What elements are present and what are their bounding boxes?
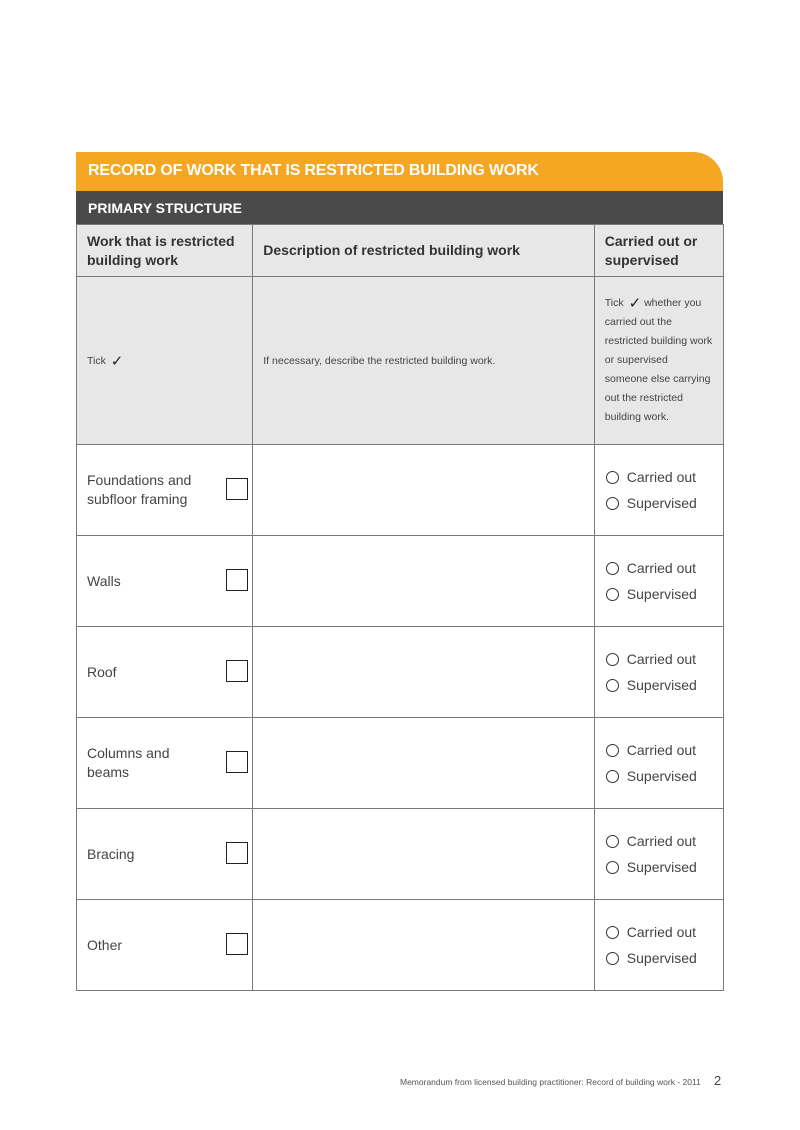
supervised-label: Supervised <box>626 586 697 602</box>
supervised-label: Supervised <box>626 495 697 511</box>
carried-out-option[interactable] <box>595 919 723 945</box>
carried-out-radio[interactable] <box>606 653 619 666</box>
column-header-carried: Carried out or supervised <box>594 225 723 277</box>
table-row <box>77 536 724 627</box>
work-cell <box>77 809 253 900</box>
description-field[interactable] <box>253 900 595 991</box>
footer-text: Memorandum from licensed building practitioner: Record of building work - 2011 <box>400 1077 701 1087</box>
carried-out-radio[interactable] <box>606 926 619 939</box>
section-heading: PRIMARY STRUCTURE <box>76 191 723 224</box>
carried-supervised-cell <box>594 809 723 900</box>
carried-out-option[interactable] <box>595 737 723 763</box>
carried-out-radio[interactable] <box>606 744 619 757</box>
supervised-label: Supervised <box>626 677 697 693</box>
carried-supervised-cell <box>594 718 723 809</box>
table-row <box>77 900 724 991</box>
tick-checkbox[interactable] <box>226 751 248 773</box>
work-label: Columns and beams <box>87 745 170 780</box>
work-cell <box>77 536 253 627</box>
carried-out-option[interactable] <box>595 555 723 581</box>
supervised-radio[interactable] <box>606 861 619 874</box>
column-header-work: Work that is restricted building work <box>77 225 253 277</box>
supervised-option[interactable] <box>595 581 723 607</box>
table-row <box>77 809 724 900</box>
supervised-radio[interactable] <box>606 952 619 965</box>
tick-icon: ✓ <box>628 295 642 312</box>
tick-checkbox[interactable] <box>226 660 248 682</box>
carried-out-label: Carried out <box>626 833 697 849</box>
carried-out-option[interactable] <box>595 464 723 490</box>
supervised-radio[interactable] <box>606 588 619 601</box>
tick-instruction-label: Tick <box>87 354 106 367</box>
carried-instruction <box>594 277 723 445</box>
supervised-option[interactable] <box>595 763 723 789</box>
description-field[interactable] <box>253 445 595 536</box>
supervised-label: Supervised <box>626 950 697 966</box>
carried-out-radio[interactable] <box>606 471 619 484</box>
table-row <box>77 445 724 536</box>
carried-supervised-cell <box>594 627 723 718</box>
supervised-label: Supervised <box>626 859 697 875</box>
carried-supervised-cell <box>594 445 723 536</box>
table-row <box>77 718 724 809</box>
carried-out-option[interactable] <box>595 646 723 672</box>
tick-checkbox[interactable] <box>226 569 248 591</box>
description-field[interactable] <box>253 809 595 900</box>
carried-out-radio[interactable] <box>606 835 619 848</box>
tick-checkbox[interactable] <box>226 478 248 500</box>
tick-checkbox[interactable] <box>226 933 248 955</box>
instruction-row <box>77 277 724 445</box>
work-label: Foundations and subfloor framing <box>87 472 192 507</box>
description-instruction: If necessary, describe the restricted building work. <box>253 277 595 445</box>
supervised-option[interactable] <box>595 854 723 880</box>
form-title: RECORD OF WORK THAT IS RESTRICTED BUILDING WORK <box>76 152 723 191</box>
table-header-row <box>77 225 724 277</box>
work-label: Other <box>87 936 123 953</box>
carried-supervised-cell <box>594 900 723 991</box>
carried-instruction-prefix: Tick <box>604 297 624 309</box>
description-field[interactable] <box>253 536 595 627</box>
table-row <box>77 627 724 718</box>
carried-instruction-text: whether you carried out the restricted building work or supervised someone else carrying out the restricted building work. <box>604 297 713 423</box>
carried-out-label: Carried out <box>626 924 697 940</box>
work-cell <box>77 445 253 536</box>
supervised-label: Supervised <box>626 768 697 784</box>
work-label: Roof <box>87 663 117 680</box>
work-label: Walls <box>87 572 121 589</box>
tick-instruction <box>77 277 253 445</box>
carried-out-label: Carried out <box>626 560 697 576</box>
supervised-radio[interactable] <box>606 770 619 783</box>
supervised-option[interactable] <box>595 945 723 971</box>
description-field[interactable] <box>253 718 595 809</box>
column-header-description: Description of restricted building work <box>253 225 595 277</box>
carried-out-label: Carried out <box>626 651 697 667</box>
page-number: 2 <box>714 1073 722 1088</box>
carried-out-radio[interactable] <box>606 562 619 575</box>
tick-icon: ✓ <box>110 352 124 370</box>
supervised-option[interactable] <box>595 672 723 698</box>
carried-out-label: Carried out <box>626 742 697 758</box>
restricted-work-table <box>76 224 724 991</box>
tick-checkbox[interactable] <box>226 842 248 864</box>
carried-out-option[interactable] <box>595 828 723 854</box>
work-label: Bracing <box>87 845 135 862</box>
carried-supervised-cell <box>594 536 723 627</box>
work-cell <box>77 900 253 991</box>
supervised-radio[interactable] <box>606 679 619 692</box>
carried-out-label: Carried out <box>626 469 697 485</box>
work-cell <box>77 627 253 718</box>
work-cell <box>77 718 253 809</box>
supervised-radio[interactable] <box>606 497 619 510</box>
description-field[interactable] <box>253 627 595 718</box>
supervised-option[interactable] <box>595 490 723 516</box>
